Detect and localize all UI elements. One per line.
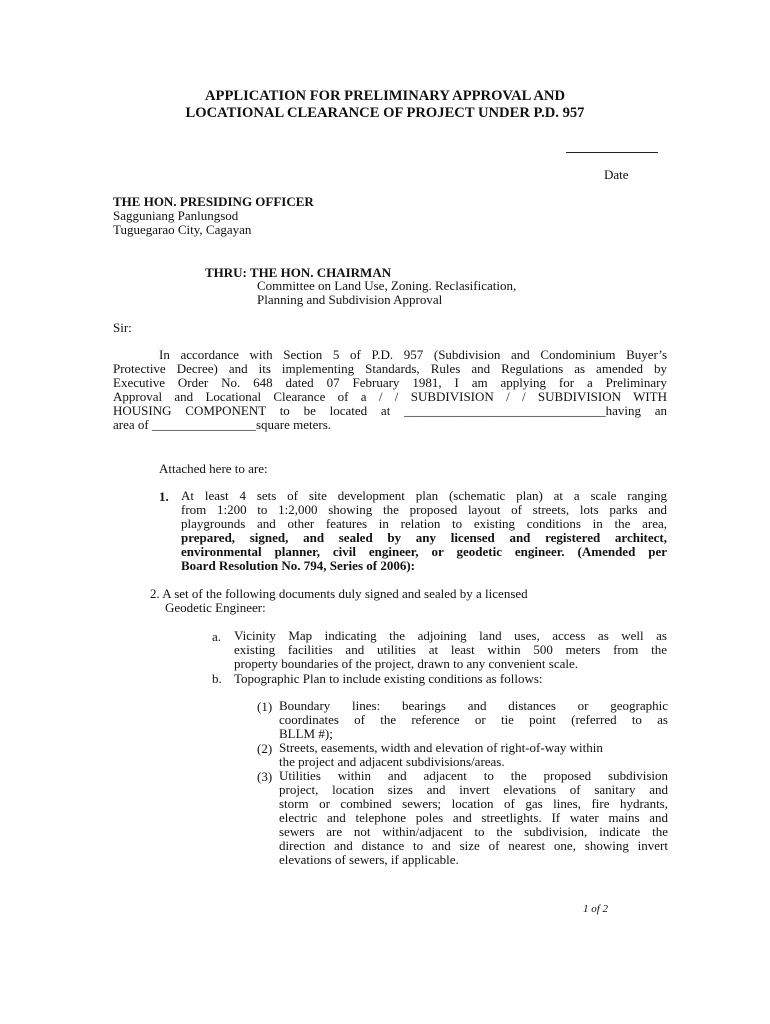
date-blank-line [566,152,658,153]
sub-item-1-label: (1) [257,699,273,714]
thru-line-1: Committee on Land Use, Zoning. Reclasification, [257,278,517,293]
sub-item-line: project, location sizes and invert elevations of sanitary and [279,783,668,797]
sub-a-label: a. [212,629,222,644]
sub-item-3-text [279,769,668,867]
sub-a-line: Vicinity Map indicating the adjoining land uses, access as well as [234,629,667,643]
item-2-line-2: Geodetic Engineer: [165,600,266,615]
body-paragraph [113,348,667,432]
sub-item-line: electric and telephone poles and streetlights. If water mains and [279,811,668,825]
date-label: Date [604,167,629,182]
item-1-bold-line: environmental planner, civil engineer, or geodetic engineer. (Amended per [181,545,667,559]
addressee-line-2: Tuguegarao City, Cagayan [113,222,252,237]
body-line: HOUSING COMPONENT to be located at _______________________________having an [113,404,667,418]
item-2-line-1: 2. A set of the following documents duly signed and sealed by a licensed [150,586,528,601]
sub-a-text [234,629,667,671]
thru-heading: THRU: THE HON. CHAIRMAN [205,265,392,280]
item-1-line: playgrounds and other features in relation to existing conditions in the area, [181,517,667,531]
sub-item-line: coordinates of the reference or tie point (referred to as [279,713,668,727]
item-1-bold-line: prepared, signed, and sealed by any licensed and registered architect, [181,531,667,545]
addressee-name: THE HON. PRESIDING OFFICER [113,194,314,209]
sub-a-line: existing facilities and utilities at least within 500 meters from the [234,643,667,657]
page-number: 1 of 2 [583,903,609,915]
item-1-number: 1. [159,489,169,504]
item-1-line: At least 4 sets of site development plan (schematic plan) at a scale ranging [181,489,667,503]
body-line: Executive Order No. 648 dated 07 February 1981, I am applying for a Preliminary [113,376,667,390]
sub-item-line: Utilities within and adjacent to the proposed subdivision [279,769,668,783]
addressee-line-1: Sagguniang Panlungsod [113,208,239,223]
sub-item-line: sewers are not within/adjacent to the subdivision, indicate the [279,825,668,839]
sub-item-2-label: (2) [257,741,273,756]
item-2 [150,587,528,615]
body-line: area of ________________square meters. [113,417,332,432]
sub-item-line: the project and adjacent subdivisions/areas. [279,754,505,769]
sub-item-1-text [279,699,668,741]
item-1-line: from 1:200 to 1:2,000 showing the proposed layout of streets, lots parks and [181,503,667,517]
sub-b-text: Topographic Plan to include existing conditions as follows: [234,671,543,686]
title-line-2: LOCATIONAL CLEARANCE OF PROJECT UNDER P.D. 957 [185,105,585,121]
sub-item-line: Boundary lines: bearings and distances or geographic [279,699,668,713]
thru-line-2: Planning and Subdivision Approval [257,292,443,307]
body-line: Approval and Locational Clearance of a / / SUBDIVISION / / SUBDIVISION WITH [113,390,667,404]
sub-item-3-label: (3) [257,769,273,784]
item-1-bold-line: Board Resolution No. 794, Series of 2006): [181,558,415,573]
sub-a-line: property boundaries of the project, drawn to any convenient scale. [234,656,579,671]
addressee-block [113,195,314,237]
sub-item-line: direction and distance to and size of nearest one, showing invert [279,839,668,853]
body-line: Protective Decree) and its implementing Standards, Rules and Regulations as amended by [113,362,667,376]
sub-b-label: b. [212,671,222,686]
sub-item-line: Streets, easements, width and elevation of right-of-way within [279,740,603,755]
salutation: Sir: [113,320,132,335]
sub-item-line: storm or combined sewers; location of gas lines, fire hydrants, [279,797,668,811]
body-line: In accordance with Section 5 of P.D. 957 (Subdivision and Condominium Buyer’s [159,348,667,362]
attached-label: Attached here to are: [159,461,268,476]
document-title [100,88,670,122]
item-1-text [181,489,667,573]
thru-committee [257,279,516,307]
sub-item-line: BLLM #); [279,726,333,741]
title-line-1: APPLICATION FOR PRELIMINARY APPROVAL AND [204,88,566,104]
sub-item-line: elevations of sewers, if applicable. [279,852,459,867]
sub-item-2-text [279,741,668,769]
